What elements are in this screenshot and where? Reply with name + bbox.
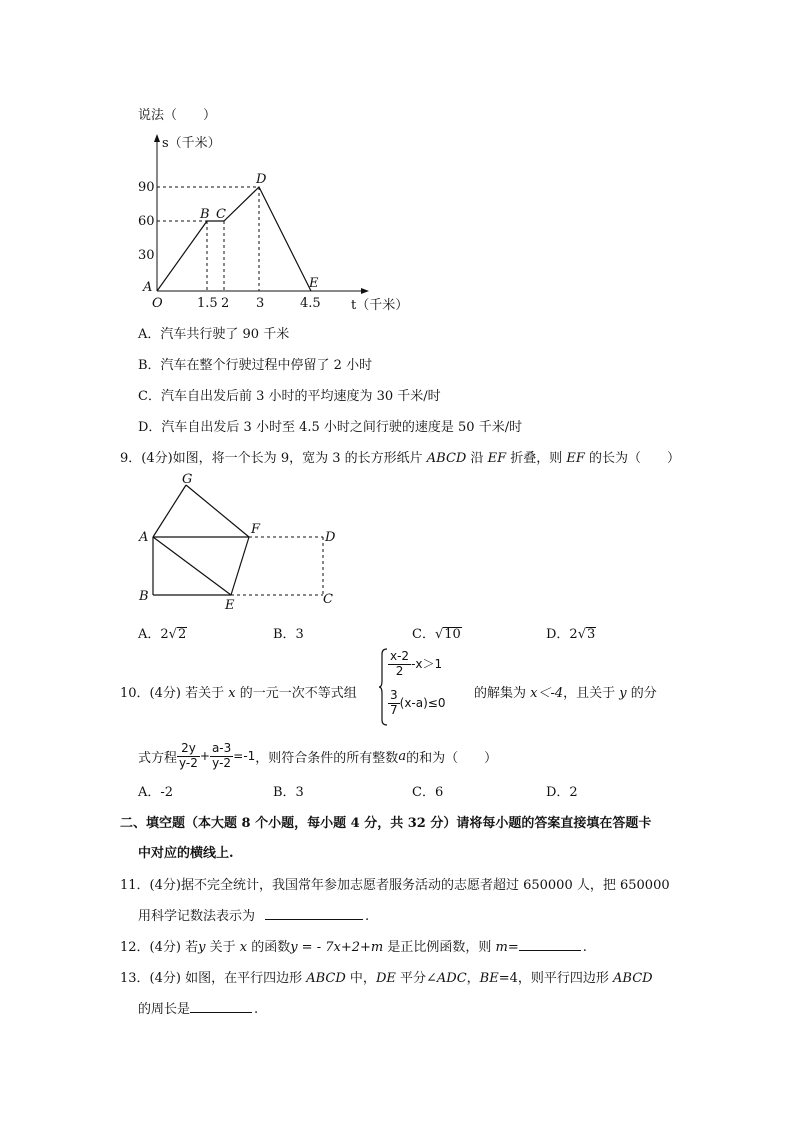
- q10-option-d: D．2: [546, 785, 578, 800]
- q10-line2-suffix: 的和为（ ）: [406, 750, 498, 766]
- q9-stem-mid: 沿: [466, 451, 488, 466]
- q8-option-b: B．汽车在整个行驶过程中停留了 2 小时: [138, 358, 373, 373]
- q10-ineq1-den: 2: [395, 663, 404, 678]
- point-label-e: E: [309, 276, 319, 291]
- q12-suffix: .: [582, 940, 587, 955]
- q9-option-d-prefix: D．2: [546, 627, 578, 642]
- q10-inequality-1: [388, 650, 442, 679]
- y-axis-arrow: [154, 134, 160, 142]
- q10-mid2: 的解集为: [474, 686, 531, 701]
- q13-abcd: ABCD: [306, 971, 346, 986]
- q9-stem-suffix: 的长为（ ）: [584, 451, 681, 466]
- q8-option-d: D．汽车自出发后 3 小时至 4.5 小时之间行驶的速度是 50 千米/时: [138, 420, 523, 435]
- q12-mid2: 的函数: [247, 940, 291, 955]
- q10-line1-left: [120, 682, 357, 701]
- q10-option-c: C．6: [412, 785, 444, 800]
- q10-ineq2-fraction: [388, 689, 400, 718]
- q9-stem-prefix: 9．(4分)如图，将一个长为 9，宽为 3 的长方形纸片: [120, 451, 427, 466]
- q10-ineq1-num: x-2: [390, 649, 410, 663]
- q10-a: a: [398, 748, 407, 764]
- y-tick-60: 60: [138, 214, 155, 229]
- q13-line2-suffix: .: [254, 1002, 259, 1017]
- q10-x: x: [228, 686, 236, 701]
- q10-ineq2-tail: (x-a)≤0: [399, 695, 446, 710]
- q10-mid1: 的一元一次不等式组: [235, 686, 357, 701]
- x-tick-1-5: 1.5: [197, 296, 218, 311]
- y-axis-label: s（千米）: [162, 136, 221, 151]
- q12-prefix: 12．(4分) 若: [120, 940, 199, 955]
- q10-ineq2-den: 7: [390, 702, 398, 717]
- q10-condition: x＜-4: [530, 686, 564, 701]
- q10-line2: [138, 736, 497, 776]
- q9-stem-mid2: 折叠，则: [506, 451, 567, 466]
- q13-prefix: 13．(4分) 如图，在平行四边形: [120, 971, 307, 986]
- q11-line2: [138, 905, 369, 924]
- x-axis-arrow: [361, 288, 369, 294]
- q12-equals: =: [507, 940, 519, 955]
- q10-option-a: A．-2: [138, 785, 174, 800]
- q13-de: DE: [375, 971, 396, 986]
- q13-line1: [120, 967, 653, 986]
- q12-line: [120, 936, 587, 955]
- q13-line2-prefix: 的周长是: [138, 1002, 191, 1017]
- q10-inequality-2: [388, 689, 445, 718]
- q10-fraction-1: [177, 742, 200, 771]
- q10-line2-mid: ，则符合条件的所有整数: [255, 750, 399, 766]
- q9-option-a: A．2√2: [138, 627, 187, 642]
- q9-ef2: EF: [566, 451, 585, 466]
- edge-ag: [153, 485, 186, 537]
- q9-abcd: ABCD: [426, 451, 467, 466]
- q12-mid1: 关于: [205, 940, 240, 955]
- q11-line2-suffix: .: [365, 909, 370, 924]
- q11-line1: 11．(4分)据不完全统计，我国常年参加志愿者服务活动的志愿者超过 650000 人，把 650000: [120, 878, 670, 893]
- q9-option-a-prefix: A．2: [138, 627, 169, 642]
- y-tick-30: 30: [138, 248, 155, 263]
- point-label-b: B: [200, 207, 210, 222]
- q12-y: y: [198, 940, 206, 955]
- q10-ineq1-tail: -x＞1: [411, 656, 443, 671]
- q8-distance-time-chart: [130, 128, 420, 313]
- q9-folded-rectangle-figure: [130, 470, 350, 615]
- edge-gf: [186, 485, 249, 537]
- q10-ineq1-fraction: [388, 650, 411, 679]
- q9-stem: [120, 447, 680, 466]
- q12-function: y = - 7x+2+m: [290, 940, 384, 955]
- y-tick-90: 90: [138, 180, 155, 195]
- x-tick-3: 3: [256, 296, 265, 311]
- label-e: E: [225, 598, 235, 613]
- q10-f1-num: 2y: [177, 742, 200, 757]
- edge-ef: [231, 537, 249, 595]
- q10-f2-num: a-3: [211, 740, 232, 755]
- q8-option-a: A．汽车共行驶了 90 千米: [138, 327, 290, 342]
- q9-option-a-radicand: 2: [177, 627, 187, 642]
- q13-mid2: 平分∠: [395, 971, 437, 986]
- q13-abcd2: ABCD: [613, 971, 653, 986]
- section2-heading-line2: 中对应的横线上.: [138, 846, 234, 861]
- q10-ineq2-num: 3: [390, 688, 398, 702]
- label-d: D: [325, 530, 336, 545]
- point-label-d: D: [256, 172, 267, 187]
- q10-mid3: ，且关于: [563, 686, 620, 701]
- edge-ae: [153, 537, 231, 595]
- q13-mid3: ，: [466, 971, 480, 986]
- q10-y: y: [619, 686, 627, 701]
- point-label-a: A: [143, 280, 153, 295]
- label-a: A: [139, 530, 149, 545]
- q12-x: x: [239, 940, 248, 955]
- q10-line1-right: [474, 682, 657, 701]
- label-c: C: [323, 592, 333, 607]
- q10-f2-den: y-2: [212, 755, 232, 770]
- q10-plus: +: [199, 749, 210, 763]
- q11-answer-blank[interactable]: [265, 906, 363, 920]
- q9-option-d-radicand: 3: [587, 627, 596, 642]
- label-g: G: [182, 472, 193, 487]
- q9-option-d: D．2√3: [546, 627, 596, 642]
- q9-option-c-prefix: C．: [412, 627, 435, 642]
- q10-option-b: B．3: [273, 785, 304, 800]
- q9-option-c-radicand: 10: [444, 627, 461, 642]
- q8-option-c: C．汽车自出发后前 3 小时的平均速度为 30 千米/时: [138, 389, 441, 404]
- q8-tail: 说法（ ）: [138, 108, 217, 123]
- q13-mid1: 中，: [345, 971, 376, 986]
- q12-m: m: [495, 940, 508, 955]
- q10-prefix: 10．(4分) 若关于: [120, 686, 229, 701]
- label-b: B: [139, 589, 149, 604]
- origin-label: O: [152, 296, 163, 311]
- x-tick-4-5: 4.5: [300, 296, 321, 311]
- q12-mid3: 是正比例函数，则: [383, 940, 496, 955]
- q10-mid4: 的分: [626, 686, 657, 701]
- distance-time-graph: [157, 187, 311, 291]
- q13-adc: ADC: [436, 971, 467, 986]
- q10-system-brace: [378, 648, 388, 726]
- q9-option-b: B．3: [273, 627, 304, 642]
- q9-option-c: C．√10: [412, 627, 461, 642]
- q12-answer-blank[interactable]: [519, 937, 581, 951]
- q10-equals: =-1: [233, 749, 256, 763]
- q10-fraction-2: [210, 742, 233, 771]
- q13-answer-blank[interactable]: [190, 999, 252, 1013]
- q11-line2-prefix: 用科学记数法表示为: [138, 909, 256, 924]
- q10-line2-prefix: 式方程: [138, 750, 178, 766]
- q13-be: BE: [479, 971, 499, 986]
- section2-heading-line1: 二、填空题（本大题 8 个小题，每小题 4 分，共 32 分）请将每小题的答案直接填在答题卡: [120, 816, 652, 831]
- q9-ef: EF: [487, 451, 507, 466]
- label-f: F: [251, 522, 261, 537]
- q13-mid4: =4，则平行四边形: [498, 971, 614, 986]
- q13-line2: [138, 998, 258, 1017]
- point-label-c: C: [216, 207, 226, 222]
- x-axis-label: t（千米）: [351, 298, 409, 313]
- x-tick-2: 2: [221, 296, 230, 311]
- q10-f1-den: y-2: [179, 755, 198, 770]
